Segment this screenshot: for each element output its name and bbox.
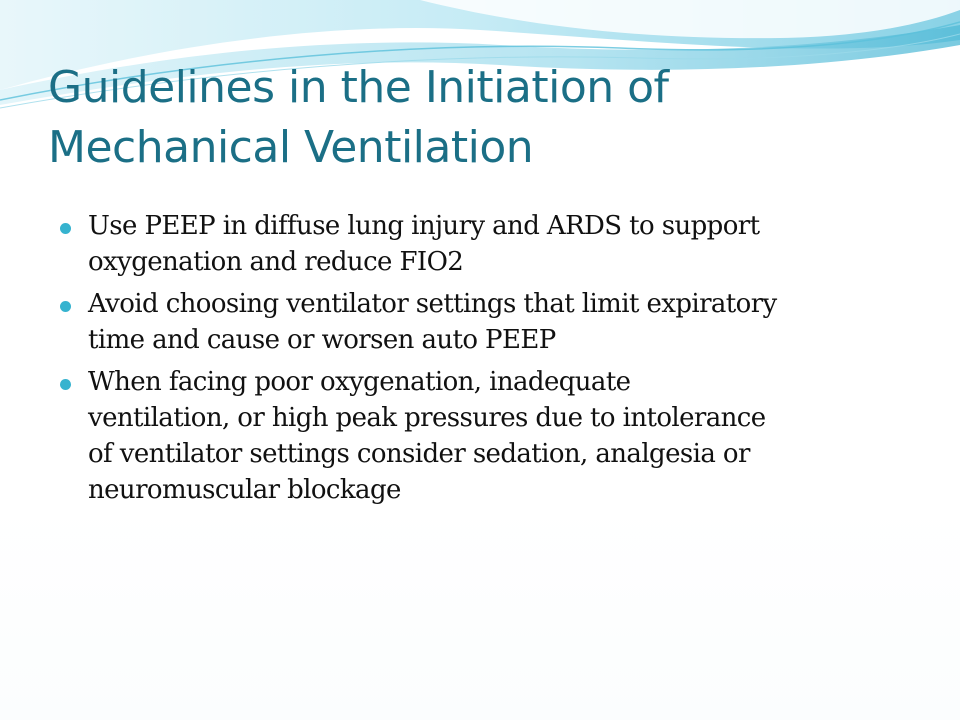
bullet-circle-icon <box>60 223 71 234</box>
bullet-text-line: time and cause or worsen auto PEEP <box>88 325 556 355</box>
bullet-item <box>88 364 928 508</box>
bullet-circle-icon <box>60 301 71 312</box>
bullet-text-line: ventilation, or high peak pressures due to intolerance <box>88 403 766 433</box>
bullet-text-line: oxygenation and reduce FIO2 <box>88 247 464 277</box>
bullet-text-line: Avoid choosing ventilator settings that limit expiratory <box>88 289 777 319</box>
slide-title <box>48 58 928 178</box>
slide-title-line: Guidelines in the Initiation of <box>48 62 669 113</box>
bullet-text-line: of ventilator settings consider sedation, analgesia or <box>88 439 750 469</box>
bullet-text <box>88 364 928 508</box>
bullet-text-line: neuromuscular blockage <box>88 475 401 505</box>
bullet-item <box>88 286 928 358</box>
bullet-text-line: When facing poor oxygenation, inadequate <box>88 367 631 397</box>
bullet-text <box>88 208 928 280</box>
bullet-text <box>88 286 928 358</box>
bullet-list <box>88 208 928 514</box>
slide-title-line: Mechanical Ventilation <box>48 122 534 173</box>
bullet-item <box>88 208 928 280</box>
bullet-text-line: Use PEEP in diffuse lung injury and ARDS to support <box>88 211 760 241</box>
bullet-circle-icon <box>60 379 71 390</box>
